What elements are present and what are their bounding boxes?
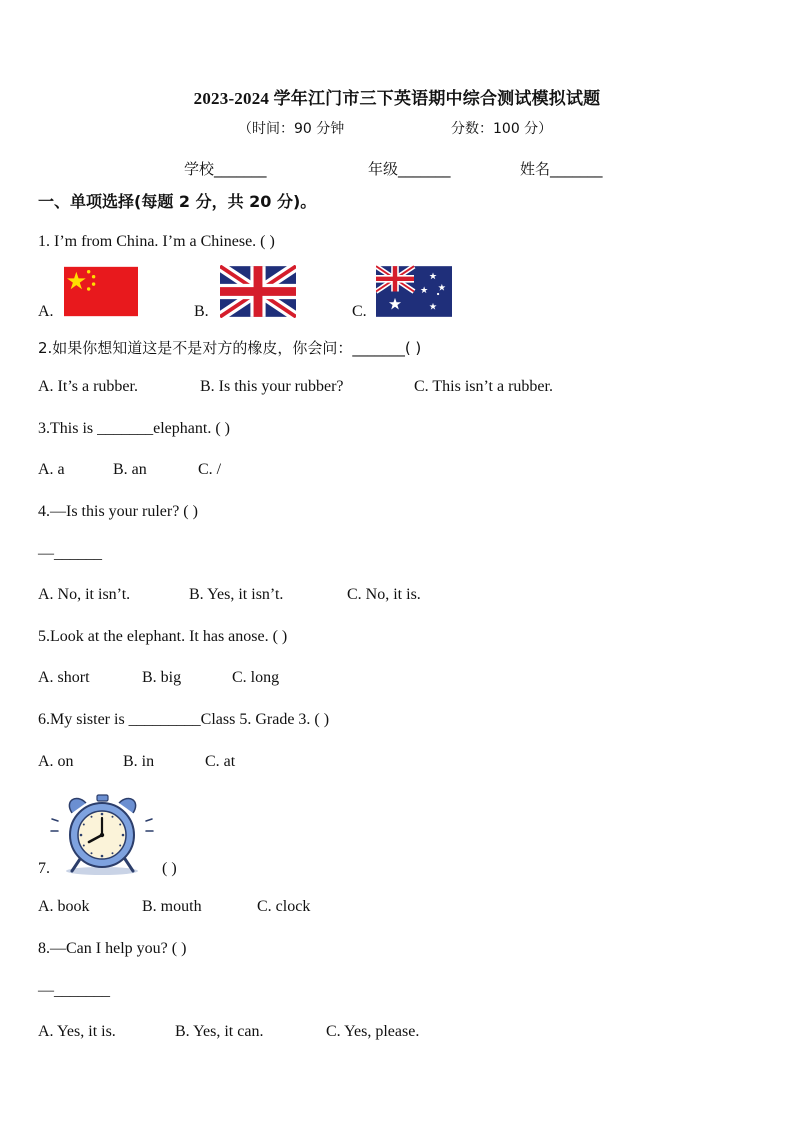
- question-7-number: 7.: [38, 860, 50, 877]
- page-title: 2023-2024 学年江门市三下英语期中综合测试模拟试题: [193, 89, 601, 108]
- question-8: 8.—Can I help you? ( ): [38, 940, 187, 957]
- question-6: 6.My sister is _________Class 5. Grade 3. ( ): [38, 711, 330, 728]
- total-score: 分数：100 分）: [451, 121, 553, 137]
- uk-flag-icon: [220, 265, 296, 318]
- china-flag-icon: [64, 265, 138, 318]
- q5-option-c: C. long: [232, 669, 280, 686]
- q1-option-c-label: C.: [352, 303, 367, 320]
- question-5: 5.Look at the elephant. It has anose. ( ): [38, 628, 288, 645]
- question-3: 3.This is _______elephant. ( ): [38, 420, 230, 437]
- q7-option-a: A. book: [38, 898, 90, 915]
- australia-flag-icon: [376, 265, 452, 318]
- q4-answer-blank: —______: [38, 545, 102, 562]
- q6-option-a: A. on: [38, 753, 74, 770]
- q6-option-c: C. at: [205, 753, 236, 770]
- question-4: 4.—Is this your ruler? ( ): [38, 503, 198, 520]
- q2-option-c: C. This isn’t a rubber.: [414, 378, 553, 395]
- q8-option-c: C. Yes, please.: [326, 1023, 420, 1040]
- q6-option-b: B. in: [123, 753, 155, 770]
- q4-option-a: A. No, it isn’t.: [38, 586, 131, 603]
- q8-answer-blank: —_______: [38, 982, 110, 999]
- grade-field: 年级_______: [368, 160, 451, 178]
- q4-option-b: B. Yes, it isn’t.: [189, 586, 284, 603]
- q4-option-c: C. No, it is.: [347, 586, 421, 603]
- q2-option-a: A. It’s a rubber.: [38, 378, 138, 395]
- name-field: 姓名_______: [520, 160, 603, 178]
- q3-option-a: A. a: [38, 461, 65, 478]
- q8-option-a: A. Yes, it is.: [38, 1023, 116, 1040]
- section-heading: 一、单项选择(每题 2 分，共 20 分)。: [38, 192, 317, 211]
- question-7-paren: ( ): [162, 860, 177, 877]
- q1-option-a-label: A.: [38, 303, 54, 320]
- alarm-clock-icon: [50, 793, 155, 877]
- q2-option-b: B. Is this your rubber?: [200, 378, 344, 395]
- q3-option-b: B. an: [113, 461, 147, 478]
- q1-option-b-label: B.: [194, 303, 209, 320]
- school-field: 学校_______: [184, 160, 267, 178]
- question-2: 2.如果你想知道这是不是对方的橡皮，你会问：_______( ): [38, 339, 422, 357]
- q7-option-c: C. clock: [257, 898, 311, 915]
- q5-option-b: B. big: [142, 669, 182, 686]
- q7-option-b: B. mouth: [142, 898, 202, 915]
- question-1: 1. I’m from China. I’m a Chinese. ( ): [38, 233, 275, 250]
- q8-option-b: B. Yes, it can.: [175, 1023, 264, 1040]
- time-limit: （时间：90 分钟: [238, 121, 345, 137]
- q3-option-c: C. /: [198, 461, 222, 478]
- q5-option-a: A. short: [38, 669, 90, 686]
